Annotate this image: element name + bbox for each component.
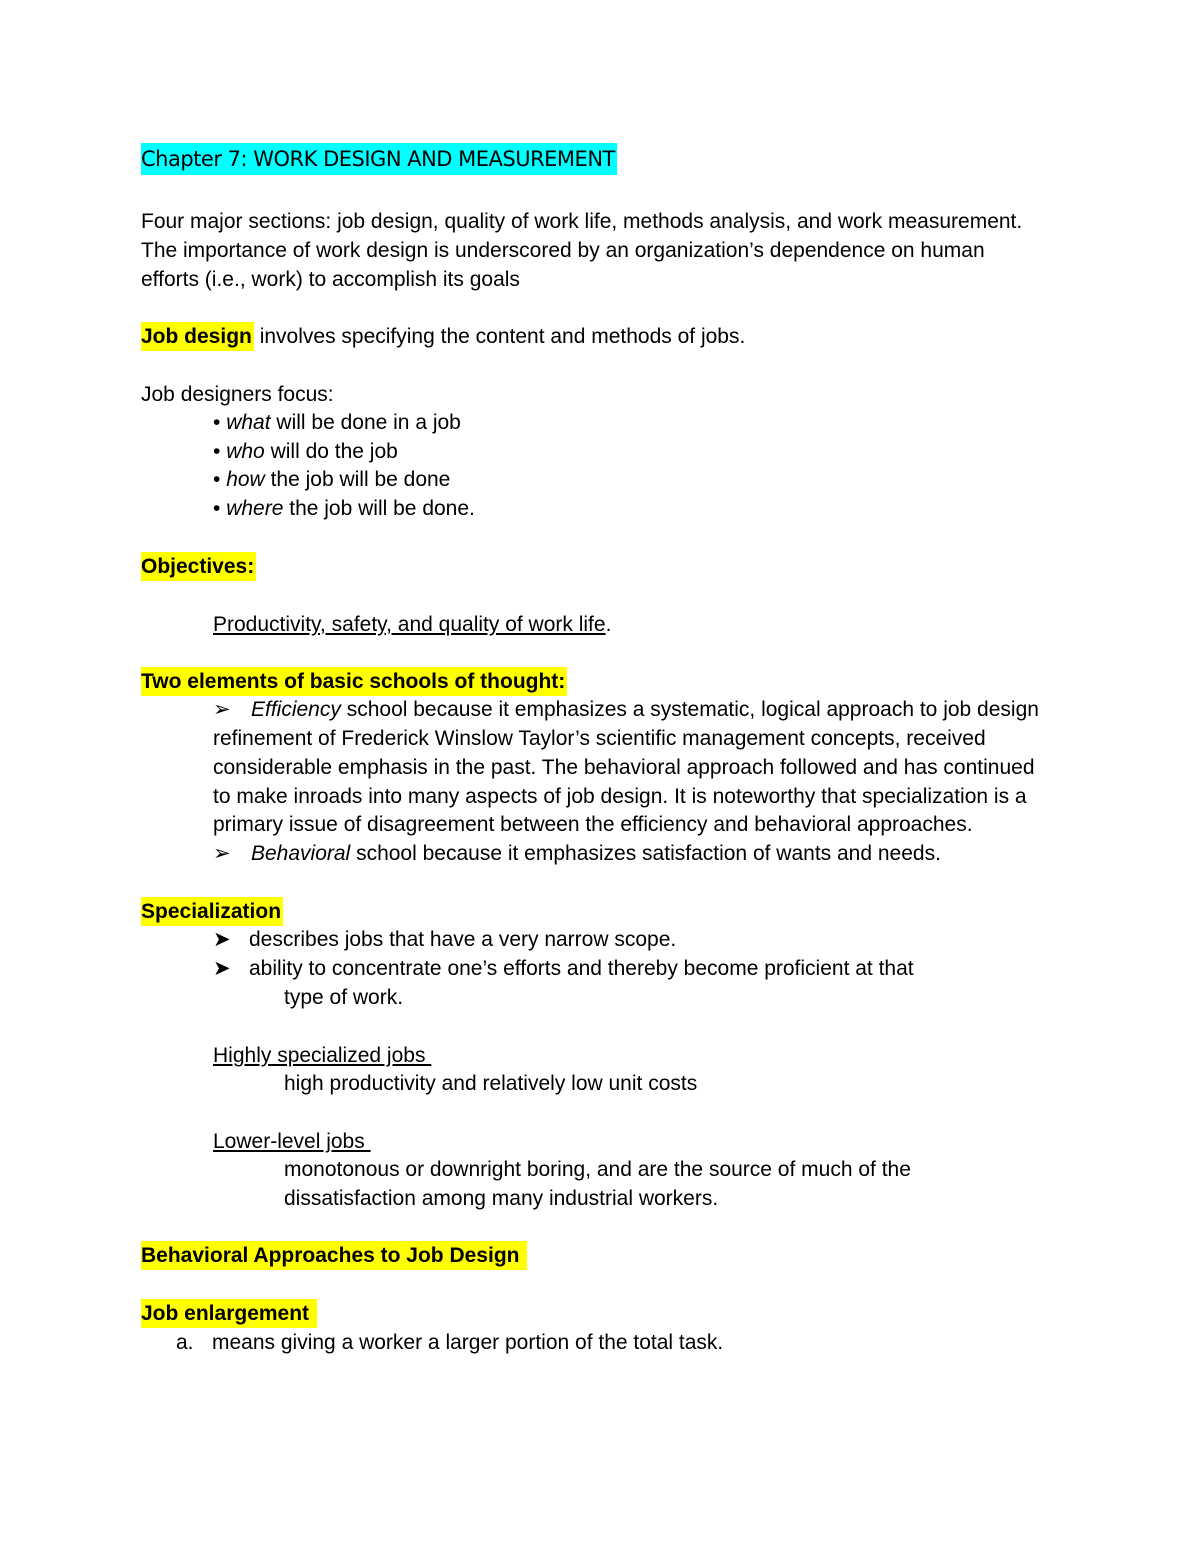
arrow-icon: ➢ <box>213 842 231 865</box>
job-enlargement-heading <box>141 1300 317 1328</box>
efficiency-line: school because it emphasizes a systematic, logical approach to job design <box>340 698 1039 721</box>
behavioral-approaches-heading-text: Behavioral Approaches to Job Design <box>141 1241 527 1270</box>
focus-item-text: the job will be done <box>264 468 451 491</box>
intro-line-1: Four major sections: job design, quality of work life, methods analysis, and work measurement. <box>141 210 1023 233</box>
lower-level-heading-text: Lower-level jobs <box>213 1130 371 1153</box>
focus-item-text: will do the job <box>264 440 398 463</box>
bullet-icon: • <box>213 468 221 491</box>
efficiency-emphasis: Efficiency <box>251 698 341 721</box>
schools-heading-text: Two elements of basic schools of thought: <box>141 667 567 696</box>
focus-item <box>213 438 398 466</box>
job-design-paragraph <box>141 323 745 351</box>
bullet-icon: • <box>213 497 221 520</box>
lower-level-line: monotonous or downright boring, and are the source of much of the <box>284 1158 911 1181</box>
focus-item-text: will be done in a job <box>270 411 461 434</box>
objectives-heading-text: Objectives: <box>141 552 256 581</box>
focus-item <box>213 466 450 494</box>
behavioral-text: school because it emphasizes satisfaction of wants and needs. <box>350 842 941 865</box>
job-enlargement-text: means giving a worker a larger portion of the total task. <box>212 1331 724 1354</box>
specialization-item-text: ability to concentrate one’s efforts and thereby become proficient at that <box>249 957 914 980</box>
specialization-item <box>213 955 914 983</box>
behavioral-emphasis: Behavioral <box>251 842 351 865</box>
focus-item-emphasis: how <box>226 468 265 491</box>
specialization-item-text: describes jobs that have a very narrow scope. <box>249 928 677 951</box>
job-enlargement-heading-text: Job enlargement <box>141 1299 317 1328</box>
objectives-heading <box>141 553 256 581</box>
focus-item-text: the job will be done. <box>283 497 475 520</box>
job-design-text: involves specifying the content and methods of jobs. <box>253 325 746 348</box>
focus-heading: Job designers focus: <box>141 383 334 406</box>
chapter-title-rest: : WORK DESIGN AND MEASUREMENT <box>240 147 615 171</box>
bullet-icon: • <box>213 411 221 434</box>
behavioral-approaches-heading <box>141 1242 527 1270</box>
efficiency-line: refinement of Frederick Winslow Taylor’s scientific management concepts, received <box>213 727 986 750</box>
specialization-heading-text: Specialization <box>141 897 283 926</box>
intro-line-2: The importance of work design is underscored by an organization’s dependence on human <box>141 239 985 262</box>
job-design-term: Job design <box>141 322 254 351</box>
efficiency-line: considerable emphasis in the past. The behavioral approach followed and has continued <box>213 756 1035 779</box>
list-marker: a. <box>176 1331 194 1354</box>
objectives-underlined: Productivity, safety, and quality of work life <box>213 613 606 636</box>
efficiency-item <box>213 696 1039 724</box>
arrow-icon: ➤ <box>213 928 231 951</box>
behavioral-item <box>213 840 941 868</box>
intro-line-3: efforts (i.e., work) to accomplish its goals <box>141 268 520 291</box>
lower-level-line: dissatisfaction among many industrial workers. <box>284 1187 719 1210</box>
focus-item-emphasis: who <box>226 440 265 463</box>
specialization-heading <box>141 898 283 926</box>
objectives-text <box>213 611 611 639</box>
efficiency-line: to make inroads into many aspects of job design. It is noteworthy that specialization is a <box>213 785 1027 808</box>
arrow-icon: ➢ <box>213 698 231 721</box>
job-enlargement-item <box>176 1329 723 1357</box>
specialization-item <box>213 926 676 954</box>
highly-specialized-heading <box>213 1042 431 1070</box>
arrow-icon: ➤ <box>213 957 231 980</box>
specialization-item-continued: type of work. <box>284 986 404 1009</box>
objectives-end: . <box>605 613 612 636</box>
highly-specialized-text: high productivity and relatively low unit costs <box>284 1072 698 1095</box>
lower-level-heading <box>213 1128 371 1156</box>
bullet-icon: • <box>213 440 221 463</box>
chapter-title-prefix: Chapter 7 <box>141 147 241 171</box>
focus-item-emphasis: where <box>226 497 284 520</box>
efficiency-line: primary issue of disagreement between the efficiency and behavioral approaches. <box>213 813 973 836</box>
focus-item <box>213 495 475 523</box>
focus-item <box>213 409 461 437</box>
chapter-title <box>141 145 617 173</box>
schools-heading <box>141 668 567 696</box>
focus-item-emphasis: what <box>226 411 271 434</box>
highly-specialized-heading-text: Highly specialized jobs <box>213 1044 432 1067</box>
